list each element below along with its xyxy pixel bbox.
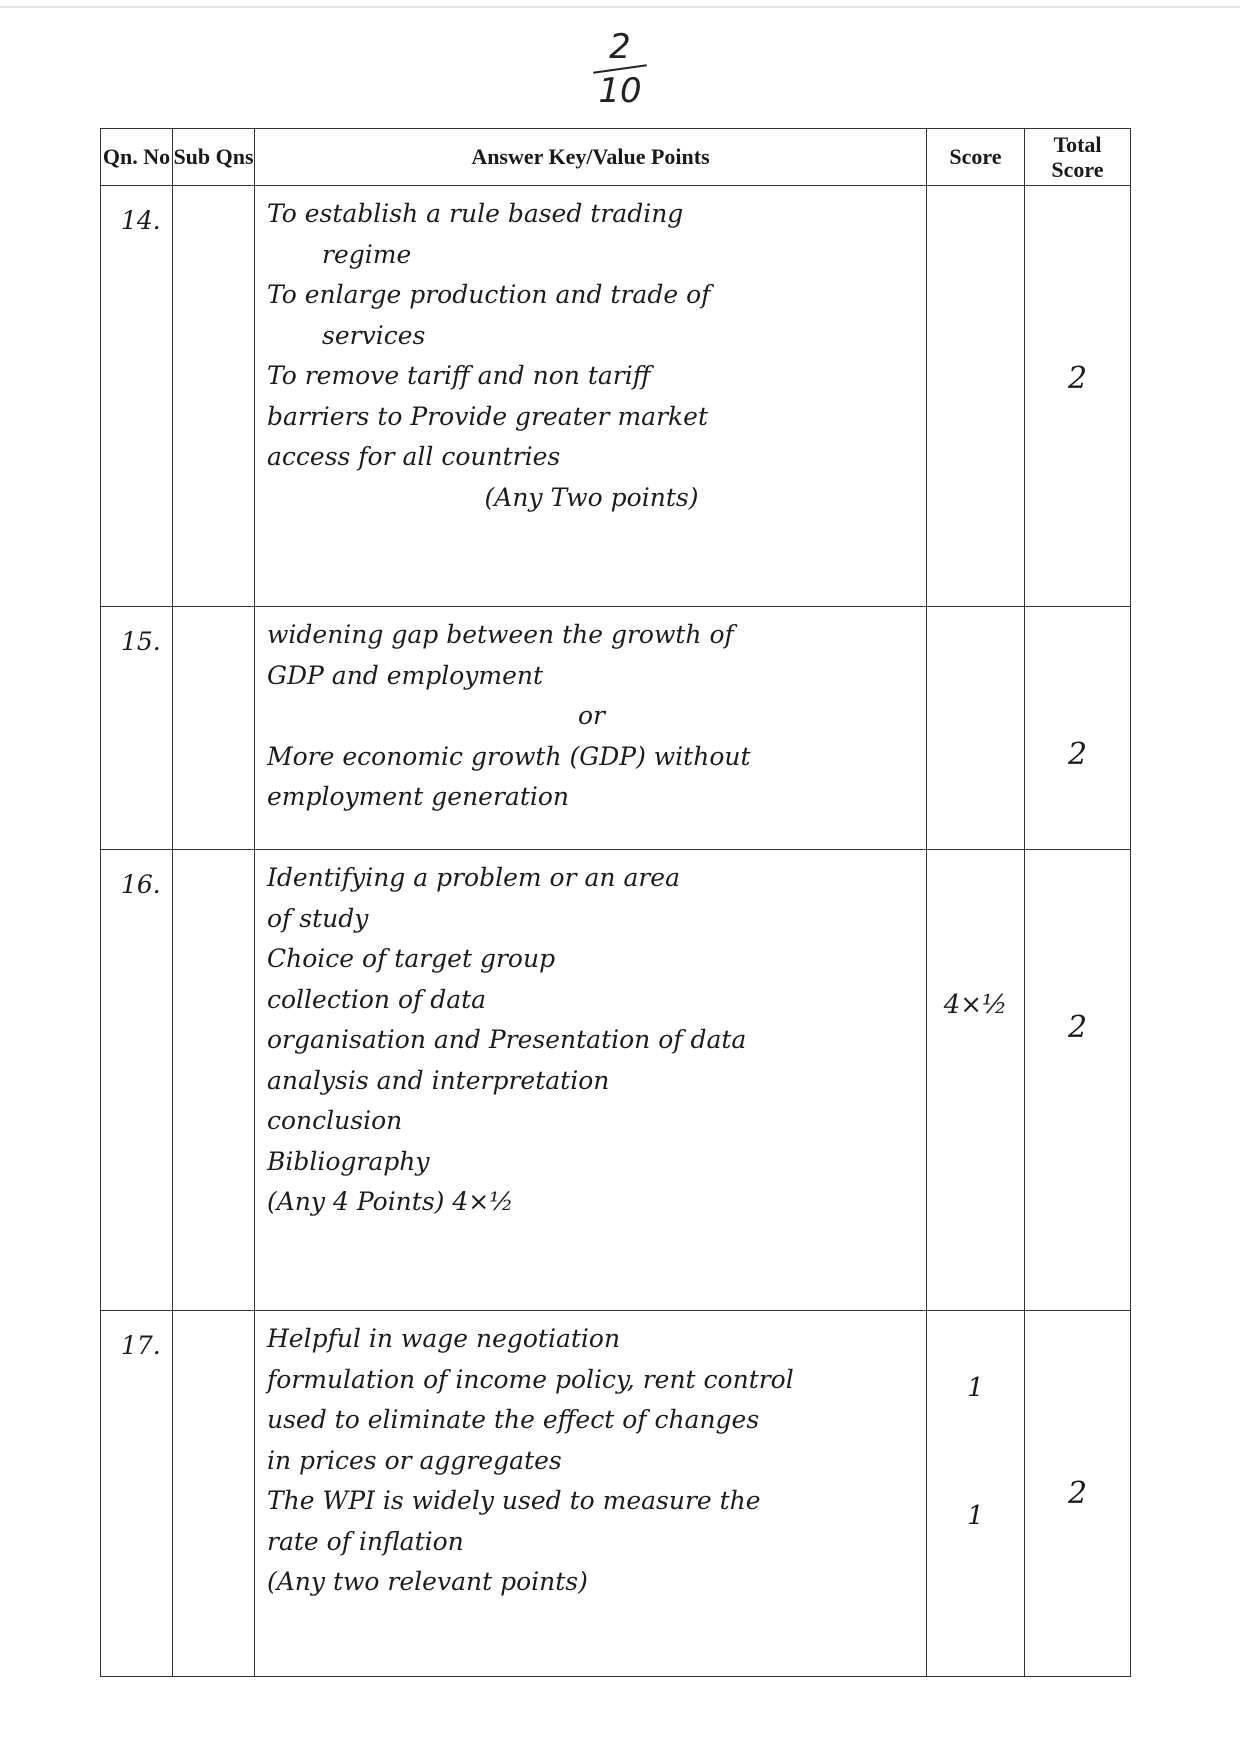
answer-line: used to eliminate the effect of changes	[267, 1405, 760, 1434]
answer-key-table	[100, 128, 1131, 1677]
answer-points	[255, 186, 927, 607]
header-qn-no: Qn. No	[101, 129, 173, 186]
answer-line: (Any two relevant points)	[267, 1567, 588, 1596]
question-number: 14.	[101, 186, 173, 607]
answer-line: The WPI is widely used to measure the	[267, 1486, 761, 1515]
question-number: 15.	[101, 607, 173, 850]
page-top-rule	[0, 6, 1240, 8]
answer-line: (Any Two points)	[484, 482, 699, 512]
page-number	[580, 27, 660, 111]
answer-line: GDP and employment	[267, 660, 544, 690]
header-sub-qns: Sub Qns	[173, 129, 255, 186]
answer-line: Bibliography	[267, 1146, 430, 1176]
total-score-value: 2	[1067, 1010, 1088, 1045]
answer-line: employment generation	[267, 782, 570, 811]
answer-line: rate of inflation	[267, 1526, 464, 1556]
score-value-first: 1	[967, 1373, 984, 1403]
table-row	[101, 607, 1131, 850]
total-score-cell	[1025, 607, 1131, 850]
table-row	[101, 850, 1131, 1311]
page-number-numerator: 2	[609, 27, 631, 67]
total-score-cell	[1025, 850, 1131, 1311]
header-total-score: Total Score	[1025, 129, 1131, 186]
answer-line: services	[322, 320, 426, 350]
answer-line: More economic growth (GDP) without	[267, 741, 751, 771]
page-number-denominator: 10	[598, 71, 642, 111]
header-row	[101, 129, 1131, 186]
answer-line: Choice of target group	[267, 944, 556, 973]
answer-line: in prices or aggregates	[267, 1445, 562, 1475]
answer-line: access for all countries	[267, 442, 561, 471]
answer-line: To establish a rule based trading	[267, 199, 684, 228]
total-score-cell	[1025, 186, 1131, 607]
answer-line: (Any 4 Points) 4×½	[267, 1187, 514, 1216]
answer-line: barriers to Provide greater market	[267, 401, 709, 431]
answer-line: collection of data	[267, 984, 487, 1014]
answer-line: organisation and Presentation of data	[267, 1025, 747, 1054]
answer-line: widening gap between the growth of	[267, 620, 734, 649]
question-number: 17.	[101, 1311, 173, 1677]
answer-points	[255, 607, 927, 850]
question-number: 16.	[101, 850, 173, 1311]
table-row	[101, 186, 1131, 607]
answer-line: Helpful in wage negotiation	[267, 1324, 621, 1353]
answer-line: of study	[267, 903, 369, 933]
score-value: 4×½	[943, 990, 1008, 1020]
sub-question	[173, 1311, 255, 1677]
header-score: Score	[927, 129, 1025, 186]
total-score-cell	[1025, 1311, 1131, 1677]
sub-question	[173, 607, 255, 850]
answer-line: or	[577, 701, 605, 730]
score-cell	[927, 607, 1025, 850]
score-cell	[927, 186, 1025, 607]
sub-question	[173, 186, 255, 607]
answer-points	[255, 850, 927, 1311]
answer-line: conclusion	[267, 1106, 403, 1135]
score-cell	[927, 850, 1025, 1311]
answer-line: To remove tariff and non tariff	[267, 361, 651, 390]
total-score-value: 2	[1067, 737, 1088, 772]
table-row	[101, 1311, 1131, 1677]
total-score-value: 2	[1067, 1476, 1088, 1511]
score-value-second: 1	[967, 1501, 984, 1531]
answer-line: regime	[322, 239, 412, 269]
answer-line: To enlarge production and trade of	[267, 280, 711, 309]
sub-question	[173, 850, 255, 1311]
answer-line: analysis and interpretation	[267, 1065, 610, 1095]
score-cell	[927, 1311, 1025, 1677]
answer-line: formulation of income policy, rent control	[267, 1364, 794, 1394]
answer-points	[255, 1311, 927, 1677]
header-answer-key: Answer Key/Value Points	[255, 129, 927, 186]
answer-line: Identifying a problem or an area	[267, 863, 681, 892]
total-score-value: 2	[1067, 361, 1088, 396]
